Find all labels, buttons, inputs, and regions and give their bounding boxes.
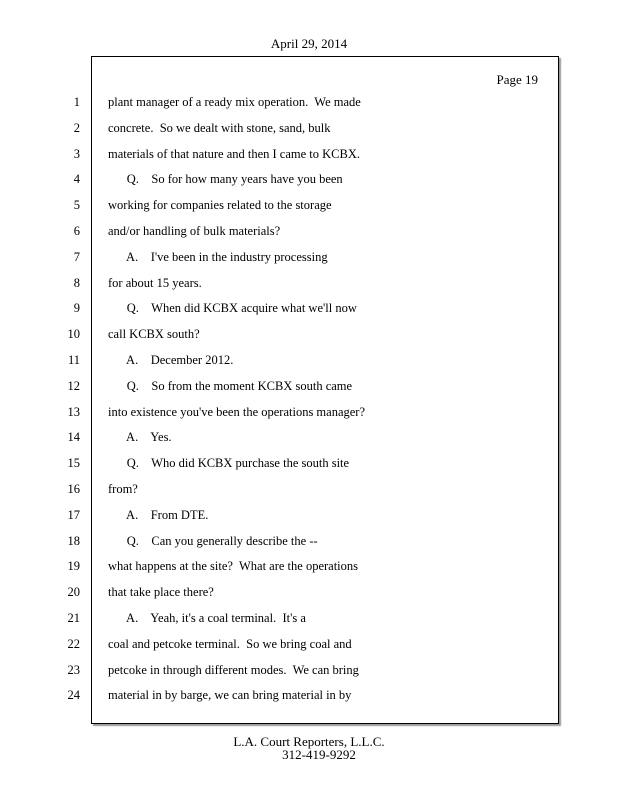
- transcript-line: Q. Can you generally describe the --: [108, 533, 318, 548]
- transcript-line: material in by barge, we can bring material in by: [108, 688, 352, 703]
- line-number: 15: [67, 456, 80, 471]
- line-number: 11: [67, 353, 80, 367]
- line-number: 1: [73, 95, 80, 109]
- transcript-line: coal and petcoke terminal. So we bring coal and: [108, 636, 352, 651]
- line-number: 4: [73, 172, 80, 187]
- line-number: 10: [67, 327, 80, 342]
- transcript-line: from?: [108, 482, 138, 496]
- line-number: 2: [73, 120, 80, 135]
- line-number: 3: [73, 146, 80, 161]
- line-number: 8: [73, 275, 80, 290]
- transcript-line: concrete. So we dealt with stone, sand, bulk: [108, 120, 331, 135]
- transcript-line: what happens at the site? What are the operations: [108, 559, 359, 574]
- line-number: 21: [67, 611, 80, 625]
- transcript-line: for about 15 years.: [108, 275, 202, 290]
- transcript-line: into existence you've been the operations manager?: [108, 404, 366, 419]
- transcript-line: call KCBX south?: [108, 327, 200, 342]
- transcript-line: Q. So from the moment KCBX south came: [108, 378, 353, 393]
- transcript-line: A. December 2012.: [108, 353, 234, 367]
- footer-company: L.A. Court Reporters, L.L.C.: [233, 734, 385, 749]
- transcript-line: Q. Who did KCBX purchase the south site: [108, 456, 350, 471]
- transcript-line: petcoke in through different modes. We can bring: [108, 662, 359, 677]
- page-number: Page 19: [496, 72, 538, 87]
- transcript-line: Q. When did KCBX acquire what we'll now: [108, 301, 357, 316]
- transcript-line: working for companies related to the storage: [108, 198, 332, 213]
- transcript-line: and/or handling of bulk materials?: [108, 224, 281, 238]
- line-number: 17: [67, 507, 80, 522]
- transcript-line: Q. So for how many years have you been: [108, 172, 343, 187]
- line-number: 9: [73, 301, 80, 316]
- footer-phone: 312-419-9292: [282, 747, 356, 762]
- line-number: 19: [67, 559, 80, 574]
- transcript-line: that take place there?: [108, 585, 214, 600]
- line-number: 22: [67, 636, 80, 651]
- line-number: 23: [67, 662, 80, 677]
- transcript-line: plant manager of a ready mix operation. We made: [108, 95, 361, 109]
- line-number: 5: [73, 198, 80, 213]
- transcript-line: A. Yeah, it's a coal terminal. It's a: [108, 611, 306, 625]
- line-number: 14: [67, 430, 80, 445]
- transcript-line: A. From DTE.: [108, 507, 209, 522]
- transcript-line: materials of that nature and then I came to KCBX.: [108, 146, 361, 161]
- line-number: 12: [67, 378, 80, 393]
- line-number: 6: [73, 224, 80, 238]
- line-number: 7: [73, 249, 80, 264]
- line-number: 24: [67, 688, 80, 703]
- header-date: April 29, 2014: [270, 36, 348, 51]
- line-number: 13: [67, 404, 80, 419]
- line-number: 16: [67, 482, 80, 496]
- line-number: 20: [67, 585, 80, 600]
- line-number: 18: [67, 533, 80, 548]
- transcript-line: A. Yes.: [108, 430, 172, 445]
- transcript-line: A. I've been in the industry processing: [108, 249, 328, 264]
